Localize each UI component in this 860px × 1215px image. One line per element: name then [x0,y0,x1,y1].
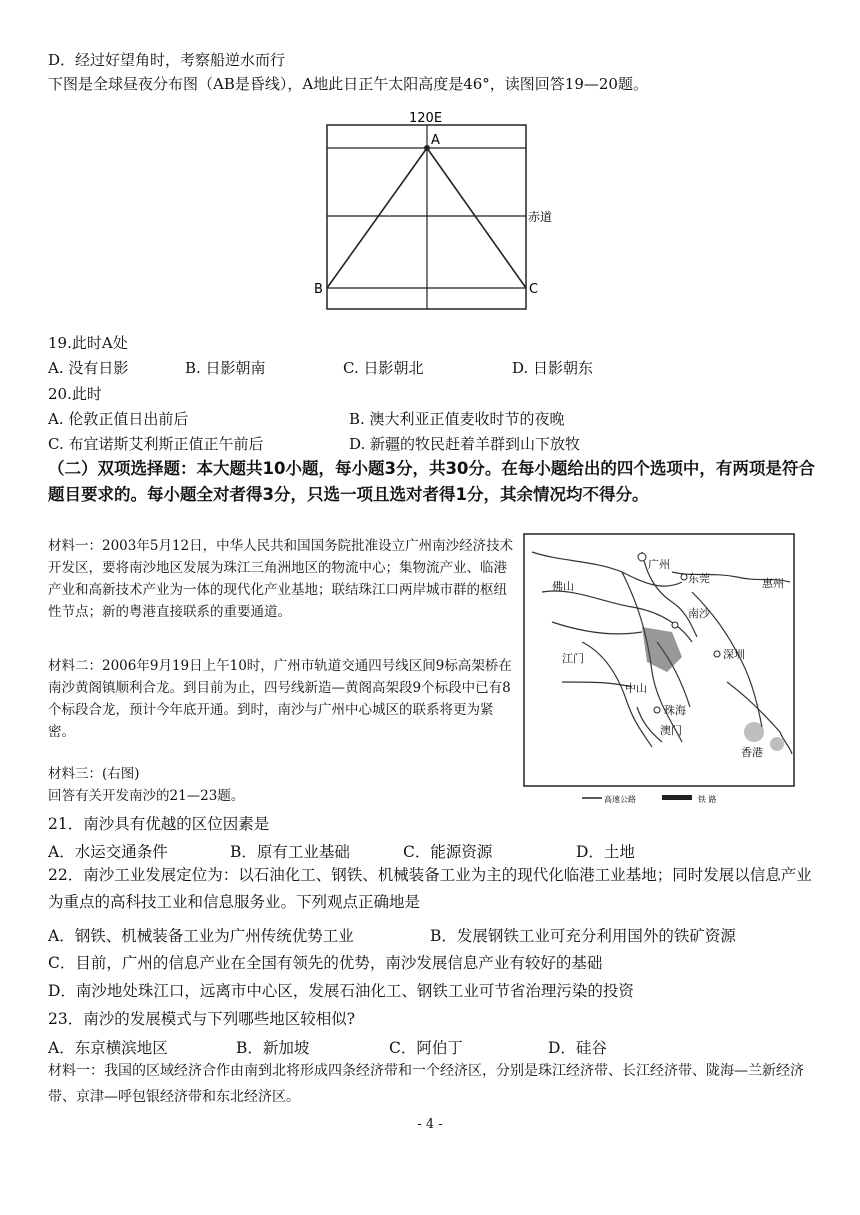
label-120e: 120E [409,111,443,126]
map-label-nansha: 南沙 [688,607,710,620]
pearl-river-delta-map [522,532,802,806]
map-label-foshan: 佛山 [552,580,574,593]
q21-stem: 21．南沙具有优越的区位因素是 [48,815,270,833]
q19-stem: 19.此时A处 [48,334,128,352]
label-equator: 赤道 [528,210,553,224]
page-number: - 4 - [417,1117,443,1132]
q23-option-a: A．东京横滨地区 [48,1039,168,1057]
q21-option-a: A．水运交通条件 [48,843,168,861]
map-label-macau: 澳门 [660,724,682,737]
q20-option-b: B. 澳大利亚正值麦收时节的夜晚 [349,410,565,428]
label-b: B [314,282,323,297]
legend-rail-label: 铁 路 [698,795,717,804]
map-label-zhuhai: 珠海 [664,704,686,717]
q19-option-b: B. 日影朝南 [185,359,266,377]
q21-option-b: B．原有工业基础 [230,843,350,861]
diagram-intro: 下图是全球昼夜分布图（AB是昏线），A地此日正午太阳高度是46°，读图回答19—20题。 [48,75,648,93]
label-c: C [529,282,539,297]
city-dot-guangzhou [638,553,646,561]
material-question-intro: 回答有关开发南沙的21—23题。 [48,788,245,804]
q19-option-c: C. 日影朝北 [343,359,424,377]
tail-material: 材料一：我国的区域经济合作由南到北将形成四条经济带和一个经济区，分别是珠江经济带、长江经济带、陇海—兰新经济带、京津—呼包银经济带和东北经济区。 [48,1063,804,1105]
city-dot-nansha [672,622,678,628]
q21-option-d: D．土地 [576,843,635,861]
island-hk-2 [770,737,784,751]
point-a [424,145,430,151]
material-2: 材料二：2006年9月19日上午10时，广州市轨道交通四号线区间9标高架桥在南沙黄阁镇顺利合龙。到目前为止，四号线新造—黄阁高架段9个标段中已有8个标段合龙，预计今年底开通。到时，南沙与广州中心城区的联系将更为紧密。 [48,658,512,740]
q20-option-a: A. 伦敦正值日出前后 [48,410,189,428]
q19-option-d: D. 日影朝东 [512,359,594,377]
map-label-huizhou: 惠州 [762,577,784,590]
section2-heading: （二）双项选择题：本大题共10小题，每小题3分，共30分。在每小题给出的四个选项中，有两项是符合题目要求的。每小题全对者得3分，只选一项且选对者得1分，其余情况均不得分。 [48,459,815,504]
material-3: 材料三：(右图) [48,766,140,782]
q19-option-a: A. 没有日影 [48,359,129,377]
material-1: 材料一：2003年5月12日，中华人民共和国国务院批准设立广州南沙经济技术开发区，要将南沙地区发展为珠江三角洲地区的物流中心；集物流产业、临港产业和高新技术产业为一体的现代化产业基地；联结珠江口两岸城市群的枢纽性节点；新的粤港直接联系的重要通道。 [48,538,514,620]
city-dot-dongguan [681,574,687,580]
legend-highway-label: 高速公路 [604,795,636,804]
q20-option-d: D. 新疆的牧民赶着羊群到山下放牧 [349,435,581,453]
terminator-ac [427,148,526,288]
map-label-dongguan: 东莞 [688,572,710,585]
q22-option-b: B．发展钢铁工业可充分利用国外的铁矿资源 [430,927,736,945]
q20-stem: 20.此时 [48,385,102,403]
q23-option-c: C．阿伯丁 [389,1039,463,1057]
map-label-hongkong: 香港 [741,746,763,759]
q22-option-d: D．南沙地处珠江口，远离市中心区，发展石油化工、钢铁工业可节省治理污染的投资 [48,982,634,1000]
q22-option-a: A．钢铁、机械装备工业为广州传统优势工业 [48,927,354,945]
terminator-ab [327,148,427,288]
q23-option-b: B．新加坡 [236,1039,310,1057]
q20-option-c: C. 布宜诺斯艾利斯正值正午前后 [48,435,264,453]
legend-rail-symbol [662,795,692,800]
city-dot-zhuhai [654,707,660,713]
island-hk [744,722,764,742]
map-label-zhongshan: 中山 [625,682,647,695]
map-label-guangzhou: 广州 [648,558,670,571]
map-label-shenzhen: 深圳 [723,648,745,661]
day-night-diagram [310,104,570,324]
q22-option-c: C．目前，广州的信息产业在全国有领先的优势，南沙发展信息产业有较好的基础 [48,954,603,972]
q23-option-d: D．硅谷 [548,1039,607,1057]
q23-stem: 23．南沙的发展模式与下列哪些地区较相似? [48,1010,356,1028]
city-dot-shenzhen [714,651,720,657]
label-a: A [431,133,440,148]
option-d-previous: D．经过好望角时，考察船逆水而行 [48,51,286,69]
q21-option-c: C．能源资源 [403,843,493,861]
q22-stem: 22．南沙工业发展定位为：以石油化工、钢铁、机械装备工业为主的现代化临港工业基地；同时发展以信息产业为重点的高科技工业和信息服务业。下列观点正确地是 [48,866,812,911]
map-label-jiangmen: 江门 [562,652,584,665]
